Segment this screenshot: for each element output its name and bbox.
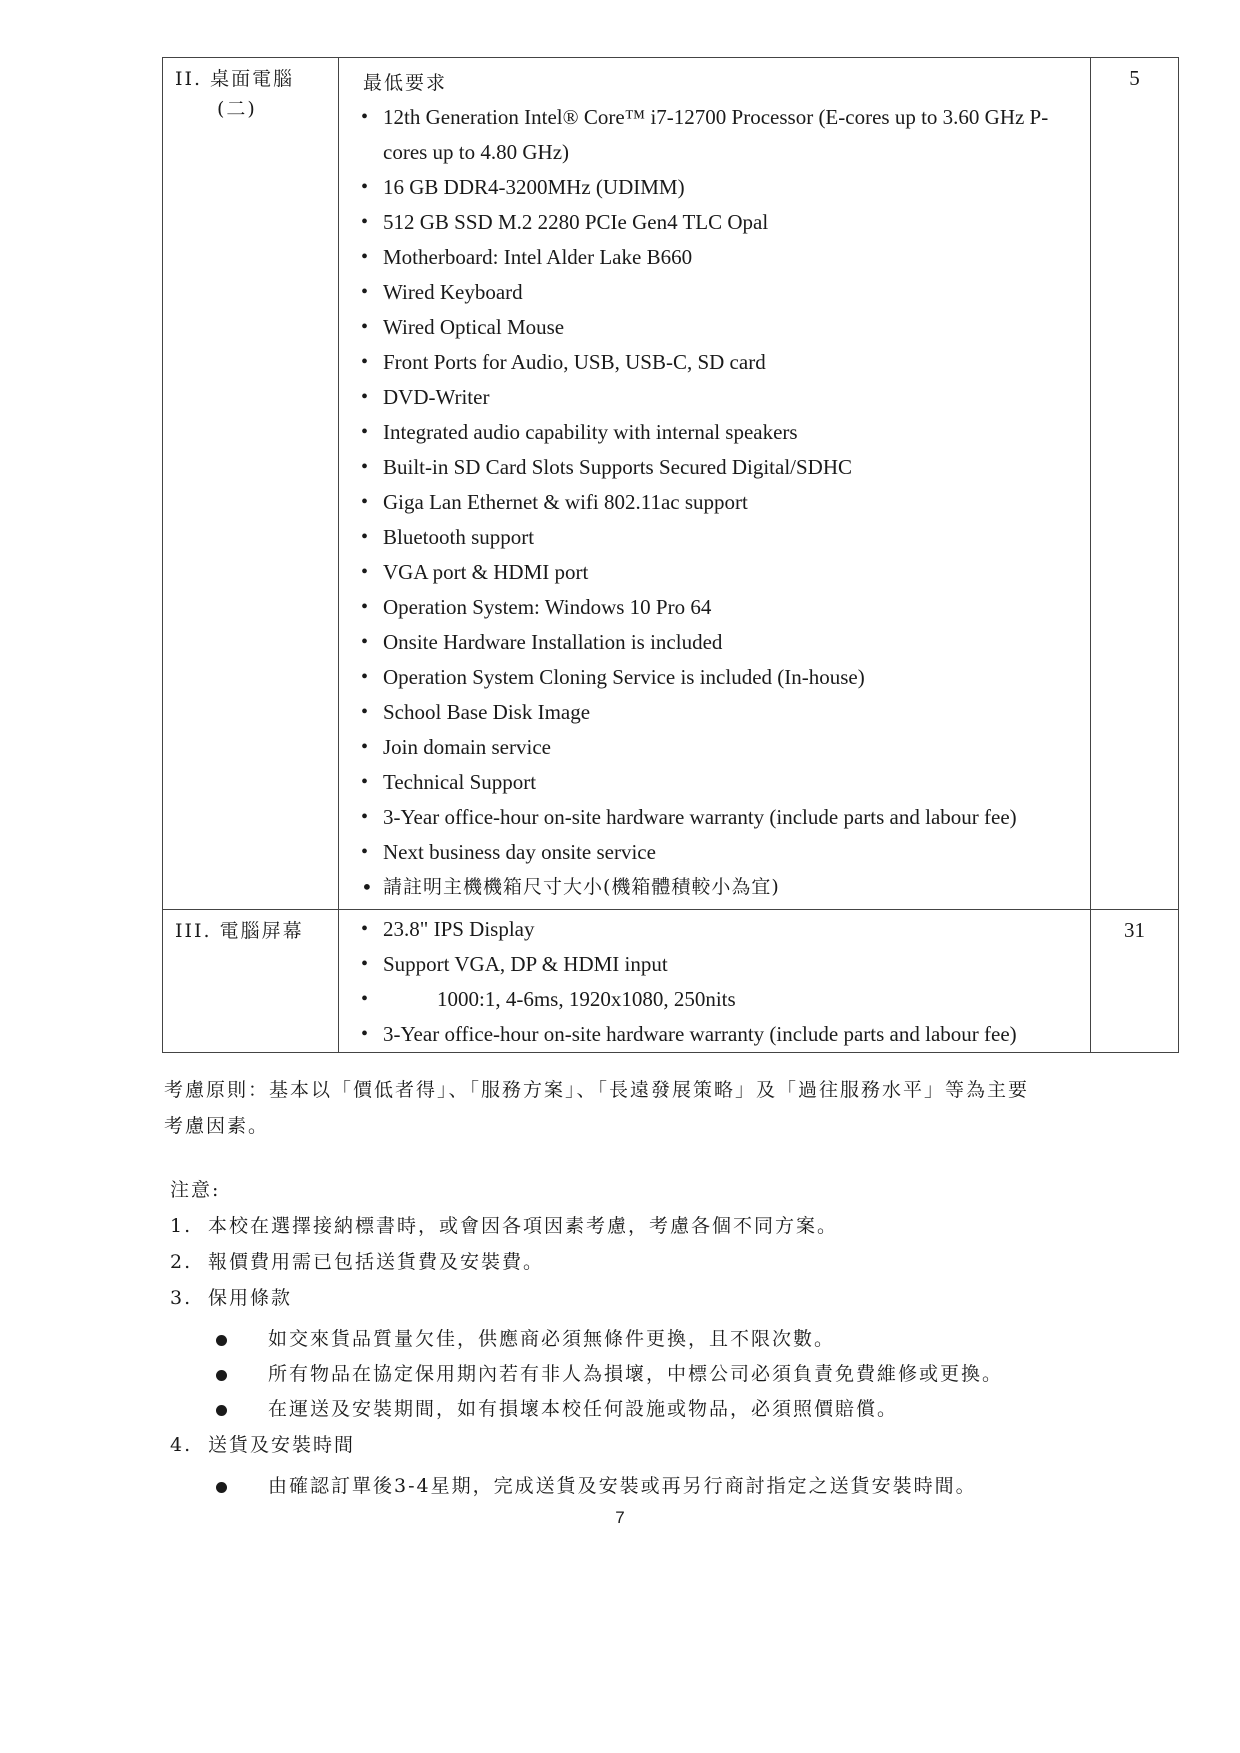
list-item: • 3-Year office-hour on-site hardware warranty (include parts and labour fee) [349, 800, 1082, 835]
bullet-icon [216, 1335, 227, 1346]
specification-table [162, 57, 1179, 1053]
bullet-icon [216, 1405, 227, 1416]
list-item: • Integrated audio capability with internal speakers [349, 415, 1082, 450]
bullet-text: 在運送及安裝期間，如有損壞本校任何設施或物品，必須照價賠償。 [268, 1398, 899, 1420]
item-subname: (二) [217, 98, 257, 120]
spec-cell [339, 910, 1091, 1053]
item-name-cell [163, 58, 339, 910]
note-number: 2. [170, 1251, 193, 1273]
delivery-bullet [170, 1469, 1130, 1504]
list-item: • Join domain service [349, 730, 1082, 765]
quantity-cell: 31 [1091, 910, 1179, 1053]
list-item: • Onsite Hardware Installation is included [349, 625, 1082, 660]
bullet-text: 如交來貨品質量欠佳，供應商必須無條件更換，且不限次數。 [268, 1328, 836, 1350]
note-text: 報價費用需已包括送貨費及安裝費。 [208, 1251, 545, 1273]
list-item: • 請註明主機機箱尺寸大小(機箱體積較小為宜) [349, 870, 1082, 905]
notes-section [170, 1172, 1130, 1504]
evaluation-principle [164, 1072, 1124, 1144]
list-item: • 16 GB DDR4-3200MHz (UDIMM) [349, 170, 1082, 205]
warranty-bullet [170, 1322, 1130, 1357]
note-number: 4. [170, 1434, 193, 1456]
list-item: • 12th Generation Intel® Core™ i7-12700 Processor (E-cores up to 3.60 GHz P-cores up to 4.80 GHz) [349, 100, 1082, 170]
warranty-bullet [170, 1357, 1130, 1392]
spec-list [349, 912, 1082, 1052]
list-item: • Wired Keyboard [349, 275, 1082, 310]
list-item: • Technical Support [349, 765, 1082, 800]
note-item [170, 1280, 1130, 1316]
bullet-icon [216, 1482, 227, 1493]
note-text: 送貨及安裝時間 [208, 1434, 356, 1456]
note-number: 1. [170, 1215, 193, 1237]
list-item: • Front Ports for Audio, USB, USB-C, SD card [349, 345, 1082, 380]
list-item: • Next business day onsite service [349, 835, 1082, 870]
table-row-monitor [163, 910, 1179, 1053]
note-text: 保用條款 [208, 1287, 293, 1309]
list-item: • 1000:1, 4-6ms, 1920x1080, 250nits [349, 982, 1082, 1017]
spec-cell [339, 58, 1091, 910]
principle-line: 考慮原則：基本以「價低者得」、「服務方案」、「長遠發展策略」及「過往服務水平」等為主要 [164, 1079, 1030, 1101]
list-item: • Operation System Cloning Service is included (In-house) [349, 660, 1082, 695]
note-item [170, 1427, 1130, 1463]
list-item: • School Base Disk Image [349, 695, 1082, 730]
spec-heading: 最低要求 [363, 72, 448, 94]
list-item: • Motherboard: Intel Alder Lake B660 [349, 240, 1082, 275]
item-name-cell [163, 910, 339, 1053]
list-item: • Bluetooth support [349, 520, 1082, 555]
principle-line: 考慮因素。 [164, 1115, 270, 1137]
note-item [170, 1244, 1130, 1280]
list-item: • VGA port & HDMI port [349, 555, 1082, 590]
warranty-bullet [170, 1392, 1130, 1427]
list-item: • Wired Optical Mouse [349, 310, 1082, 345]
page-number: 7 [615, 1508, 625, 1527]
quantity-cell: 5 [1091, 58, 1179, 910]
bullet-icon [216, 1370, 227, 1381]
table-row-desktop [163, 58, 1179, 910]
list-item: • Giga Lan Ethernet & wifi 802.11ac support [349, 485, 1082, 520]
notes-title: 注意: [170, 1179, 221, 1201]
spec-list [349, 100, 1082, 905]
note-number: 3. [170, 1287, 193, 1309]
list-item: • Operation System: Windows 10 Pro 64 [349, 590, 1082, 625]
bullet-text: 由確認訂單後3-4星期，完成送貨及安裝或再另行商討指定之送貨安裝時間。 [268, 1475, 977, 1497]
note-item [170, 1208, 1130, 1244]
list-item: • 512 GB SSD M.2 2280 PCIe Gen4 TLC Opal [349, 205, 1082, 240]
item-name: III. 電腦屏幕 [175, 920, 304, 942]
list-item: • 3-Year office-hour on-site hardware warranty (include parts and labour fee) [349, 1017, 1082, 1052]
list-item: • Built-in SD Card Slots Supports Secured Digital/SDHC [349, 450, 1082, 485]
list-item: • DVD-Writer [349, 380, 1082, 415]
note-text: 本校在選擇接納標書時，或會因各項因素考慮，考慮各個不同方案。 [208, 1215, 839, 1237]
bullet-text: 所有物品在協定保用期內若有非人為損壞，中標公司必須負責免費維修或更換。 [268, 1363, 1004, 1385]
list-item: • Support VGA, DP & HDMI input [349, 947, 1082, 982]
list-item: • 23.8" IPS Display [349, 912, 1082, 947]
item-name: II. 桌面電腦 [175, 68, 295, 90]
